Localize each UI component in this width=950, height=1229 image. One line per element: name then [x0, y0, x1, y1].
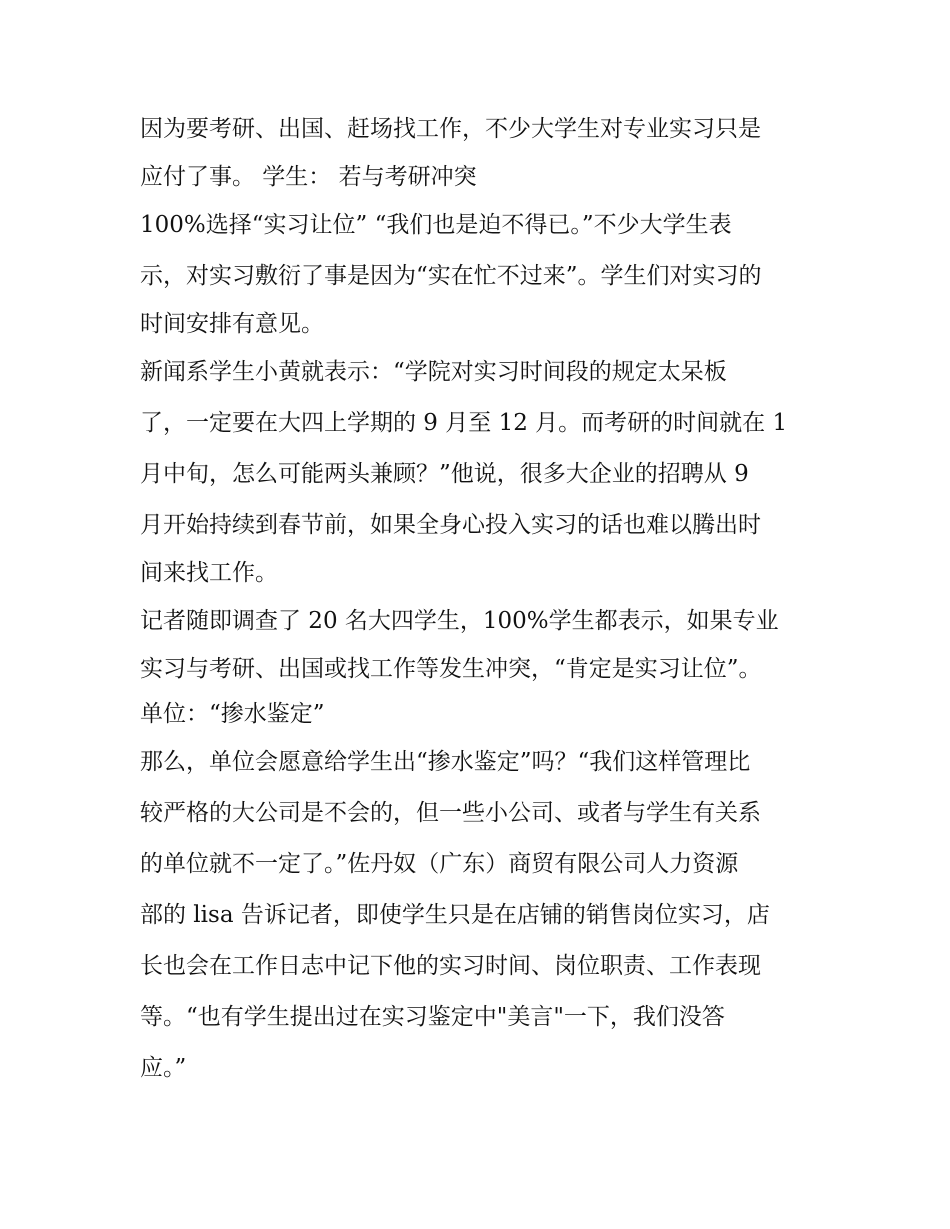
text-line: 的单位就不一定了。”佐丹奴（广东）商贸有限公司人力资源 [140, 851, 739, 877]
article-body [140, 104, 820, 1094]
section-heading: 单位：“掺水鉴定” [140, 701, 325, 727]
text-line: 实习与考研、出国或找工作等发生冲突，“肯定是实习让位”。 [140, 656, 762, 682]
text-line: 长也会在工作日志中记下他的实习时间、岗位职责、工作表现 [140, 953, 761, 979]
text-line: 等。“也有学生提出过在实习鉴定中"美言"一下，我们没答 [140, 1004, 725, 1030]
text-line: 记者随即调查了 20 名大四学生，100%学生都表示，如果专业 [140, 608, 779, 634]
text-line: 月开始持续到春节前，如果全身心投入实习的话也难以腾出时 [140, 512, 761, 538]
text-line: 那么，单位会愿意给学生出“掺水鉴定”吗？“我们这样管理比 [140, 749, 751, 775]
text-line: 了，一定要在大四上学期的 9 月至 12 月。而考研的时间就在 1 [140, 410, 788, 436]
text-line: 应。” [140, 1055, 187, 1081]
text-line: 100%选择“实习让位” “我们也是迫不得已。”不少大学生表 [140, 212, 732, 238]
text-line: 间来找工作。 [140, 560, 278, 586]
text-line: 时间安排有意见。 [140, 311, 324, 337]
text-line: 因为要考研、出国、赶场找工作，不少大学生对专业实习只是 [140, 116, 761, 142]
text-line: 较严格的大公司是不会的，但一些小公司、或者与学生有关系 [140, 800, 761, 826]
text-line: 新闻系学生小黄就表示：“学院对实习时间段的规定太呆板 [140, 359, 727, 385]
text-line: 部的 lisa 告诉记者，即使学生只是在店铺的销售岗位实习，店 [140, 902, 770, 928]
text-line: 月中旬，怎么可能两头兼顾？”他说，很多大企业的招聘从 9 [140, 461, 749, 487]
text-line: 示，对实习敷衍了事是因为“实在忙不过来”。学生们对实习的 [140, 263, 762, 289]
text-line: 应付了事。 学生： 若与考研冲突 [140, 164, 477, 190]
